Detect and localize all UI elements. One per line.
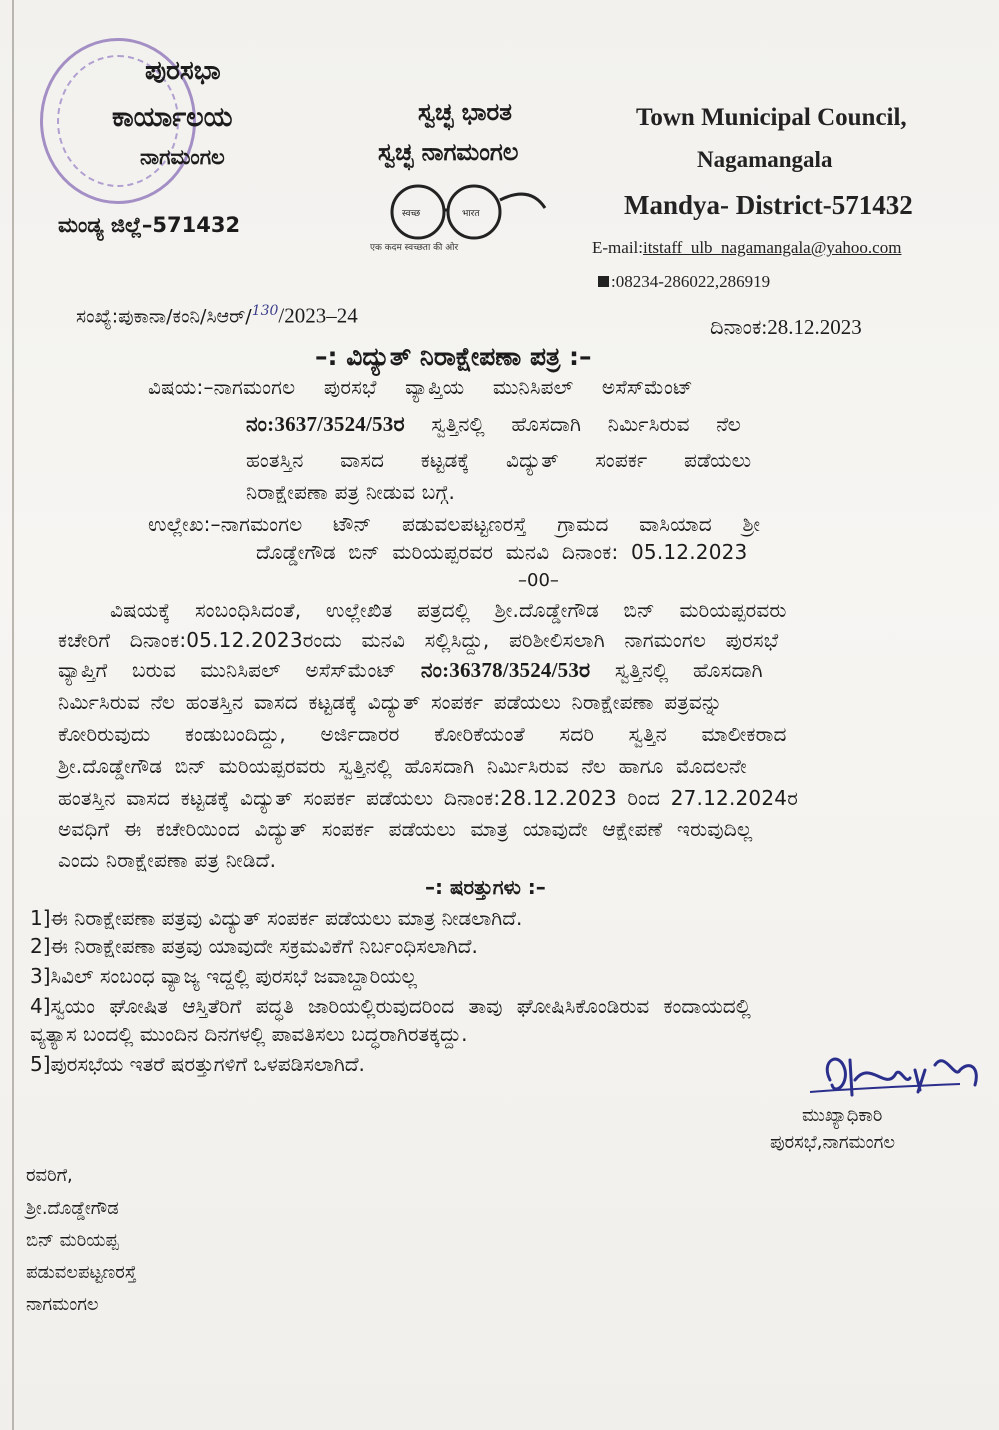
letterhead-left-line2: ಕಾರ್ಯಾಲಯ [112, 102, 233, 133]
handwritten-number: 130 [251, 303, 279, 319]
body-line-1: ವಿಷಯಕ್ಕೆ ಸಂಬಂಧಿಸಿದಂತೆ, ಉಲ್ಲೇಖಿತ ಪತ್ರದಲ್ಲಿ ಶ್ರೀ.ದೊಡ್ಡೇಗೌಡ ಬಿನ್ ಮರಿಯಪ್ಪರವರು [110, 598, 787, 622]
body-line-2: ಕಚೇರಿಗೆ ದಿನಾಂಕ:05.12.2023ರಂದು ಮನವಿ ಸಲ್ಲಿಸಿದ್ದು, ಪರಿಶೀಲಿಸಲಾಗಿ ನಾಗಮಂಗಲ ಪುರಸಭೆ [58, 628, 779, 652]
email-address: itstaff_ulb_nagamangala@yahoo.com [642, 238, 902, 257]
body-line-5: ಕೋರಿರುವುದು ಕಂಡುಬಂದಿದ್ದು, ಅರ್ಜಿದಾರರ ಕೋರಿಕೆಯಂತೆ ಸದರಿ ಸ್ವತ್ತಿನ ಮಾಲೀಕರಾದ [58, 722, 787, 746]
body-line-3 [58, 658, 763, 683]
recipient-father-name: ಬಿನ್ ಮರಿಯಪ್ಪ [26, 1230, 119, 1251]
condition-4-continued: ವ್ಯತ್ಯಾಸ ಬಂದಲ್ಲಿ ಮುಂದಿನ ದಿನಗಳಲ್ಲಿ ಪಾವತಿಸಲು ಬದ್ಧರಾಗಿರತಕ್ಕದ್ದು. [30, 1022, 468, 1046]
council-name: Town Municipal Council, [636, 104, 907, 131]
recipient-address-street: ಪಡುವಲಪಟ್ಟಣರಸ್ತೆ [26, 1262, 137, 1283]
swachh-bharat-glasses-logo [370, 180, 550, 255]
subject-line-1: ವಿಷಯ:–ನಾಗಮಂಗಲ ಪುರಸಭೆ ವ್ಯಾಪ್ತಿಯ ಮುನಿಸಿಪಲ್ ಅಸೆಸ್‌ಮೆಂಟ್ [148, 375, 693, 399]
subject-line-2 [246, 412, 741, 437]
reference-number-prefix: ಸಂಖ್ಯೆ:ಪುಕಾನಾ/ಕಂನಿ/ಸಿಆರ್/ [76, 305, 252, 328]
council-email-line [592, 238, 901, 258]
phone-numbers: :08234-286022,286919 [611, 272, 771, 291]
body-line-6: ಶ್ರೀ.ದೊಡ್ಡೇಗೌಡ ಬಿನ್ ಮರಿಯಪ್ಪರವರು ಸ್ವತ್ತಿನಲ್ಲಿ ಹೊಸದಾಗಿ ನಿರ್ಮಿಸಿರುವ ನೆಲ ಹಾಗೂ ಮೊದಲನೇ [58, 754, 747, 778]
body-assessment-no: ನಂ:36378/3524/53ರ [420, 658, 591, 682]
body-line-8: ಅವಧಿಗೆ ಈ ಕಚೇರಿಯಿಂದ ವಿದ್ಯುತ್ ಸಂಪರ್ಕ ಪಡೆಯಲು ಮಾತ್ರ ಯಾವುದೇ ಆಕ್ಷೇಪಣೆ ಇರುವುದಿಲ್ಲ [58, 817, 753, 841]
reference-line-1: ಉಲ್ಲೇಖ:–ನಾಗಮಂಗಲ ಟೌನ್ ಪಡುವಲಪಟ್ಟಣರಸ್ತೆ ಗ್ರಾಮದ ವಾಸಿಯಾದ ಶ್ರೀ [148, 512, 761, 536]
email-label: E-mail: [592, 238, 643, 257]
letter-title: –: ವಿದ್ಯುತ್ ನಿರಾಕ್ಷೇಪಣಾ ಪತ್ರ :– [315, 342, 592, 371]
body-line-3-start: ವ್ಯಾಪ್ತಿಗೆ ಬರುವ ಮುನಿಸಿಪಲ್ ಅಸೆಸ್‌ಮೆಂಟ್ [58, 658, 397, 682]
condition-4: 4]ಸ್ವಯಂ ಘೋಷಿತ ಆಸ್ತಿತೆರಿಗೆ ಪದ್ಧತಿ ಜಾರಿಯಲ್ಲಿರುವುದರಿಂದ ತಾವು ಘೋಷಿಸಿಕೊಂಡಿರುವ ಕಂದಾಯದಲ್ಲಿ [30, 994, 751, 1018]
condition-2: 2]ಈ ನಿರಾಕ್ಷೇಪಣಾ ಪತ್ರವು ಯಾವುದೇ ಸಕ್ರಮವಿಕೆಗೆ ನಿರ್ಬಂಧಿಸಲಾಗಿದೆ. [30, 934, 478, 958]
condition-3: 3]ಸಿವಿಲ್ ಸಂಬಂಧ ವ್ಯಾಜ್ಯ ಇದ್ದಲ್ಲಿ ಪುರಸಭೆ ಜವಾಬ್ದಾರಿಯಲ್ಲ [30, 964, 417, 988]
body-line-7: ಹಂತಸ್ತಿನ ವಾಸದ ಕಟ್ಟಡಕ್ಕೆ ವಿದ್ಯುತ್ ಸಂಪರ್ಕ ಪಡೆಯಲು ದಿನಾಂಕ:28.12.2023 ರಿಂದ 27.12.2024ರ [58, 786, 798, 810]
council-phone-line [598, 272, 770, 292]
body-line-9: ಎಂದು ನಿರಾಕ್ಷೇಪಣಾ ಪತ್ರ ನೀಡಿದೆ. [58, 848, 277, 872]
subject-line-4: ನಿರಾಕ್ಷೇಪಣಾ ಪತ್ರ ನೀಡುವ ಬಗ್ಗೆ. [246, 480, 456, 504]
reference-number-year: /2023–24 [278, 303, 358, 328]
reference-number [76, 303, 358, 328]
logo-word-1: स्वच्छ [402, 209, 421, 219]
subject-line-3: ಹಂತಸ್ತಿನ ವಾಸದ ಕಟ್ಟಡಕ್ಕೆ ವಿದ್ಯುತ್ ಸಂಪರ್ಕ ಪಡೆಯಲು [246, 448, 752, 472]
council-district: Mandya- District-571432 [624, 190, 913, 220]
signatory-office: ಪುರಸಭೆ,ನಾಗಮಂಗಲ [770, 1132, 896, 1153]
body-line-3-end: ಸ್ವತ್ತಿನಲ್ಲಿ ಹೊಸದಾಗಿ [614, 658, 763, 682]
page-margin-line [12, 0, 14, 1430]
letterhead-left-line4: ಮಂಡ್ಯ ಜಿಲ್ಲೆ–571432 [58, 213, 241, 237]
body-line-4: ನಿರ್ಮಿಸಿರುವ ನೆಲ ಹಂತಸ್ತಿನ ವಾಸದ ಕಟ್ಟಡಕ್ಕೆ ವಿದ್ಯುತ್ ಸಂಪರ್ಕ ಪಡೆಯಲು ನಿರಾಕ್ಷೇಪಣಾ ಪತ್ರವನ್ನು [58, 690, 723, 714]
handwritten-signature [810, 1040, 990, 1110]
swachh-bharat-title: ಸ್ವಚ್ಛ ಭಾರತ [418, 98, 512, 126]
conditions-title: –: ಷರತ್ತುಗಳು :– [425, 875, 546, 899]
council-town: Nagamangala [697, 147, 833, 172]
condition-5: 5]ಪುರಸಭೆಯ ಇತರೆ ಷರತ್ತುಗಳಿಗೆ ಒಳಪಡಿಸಲಾಗಿದೆ. [30, 1052, 365, 1076]
separator: –00– [518, 570, 559, 591]
recipient-name: ಶ್ರೀ.ದೊಡ್ಡೇಗೌಡ [26, 1198, 119, 1219]
signatory-designation: ಮುಖ್ಯಾಧಿಕಾರಿ [802, 1105, 883, 1126]
logo-tagline: एक कदम स्वच्छता की ओर [370, 243, 459, 253]
letterhead-left-line1: ಪುರಸಭಾ [145, 56, 221, 86]
letterhead-left-line3: ನಾಗಮಂಗಲ [140, 145, 225, 169]
condition-1: 1]ಈ ನಿರಾಕ್ಷೇಪಣಾ ಪತ್ರವು ವಿದ್ಯುತ್ ಸಂಪರ್ಕ ಪಡೆಯಲು ಮಾತ್ರ ನೀಡಲಾಗಿದೆ. [30, 906, 523, 930]
phone-icon [598, 276, 609, 287]
recipient-address-town: ನಾಗಮಂಗಲ [26, 1294, 99, 1315]
logo-word-2: भारत [462, 209, 480, 219]
subject-assessment-no: ನಂ:3637/3524/53ರ [246, 412, 405, 436]
recipient-line-1: ರವರಿಗೆ, [26, 1165, 73, 1186]
swachh-nagamangala-title: ಸ್ವಚ್ಛ ನಾಗಮಂಗಲ [378, 138, 519, 166]
letter-date: ದಿನಾಂಕ:28.12.2023 [710, 315, 862, 339]
reference-line-2: ದೊಡ್ಡೇಗೌಡ ಬಿನ್ ಮರಿಯಪ್ಪರವರ ಮನವಿ ದಿನಾಂಕ: 05.12.2023 [256, 540, 748, 564]
subject-line-2-rest: ಸ್ವತ್ತಿನಲ್ಲಿ ಹೊಸದಾಗಿ ನಿರ್ಮಿಸಿರುವ ನೆಲ [431, 412, 741, 436]
